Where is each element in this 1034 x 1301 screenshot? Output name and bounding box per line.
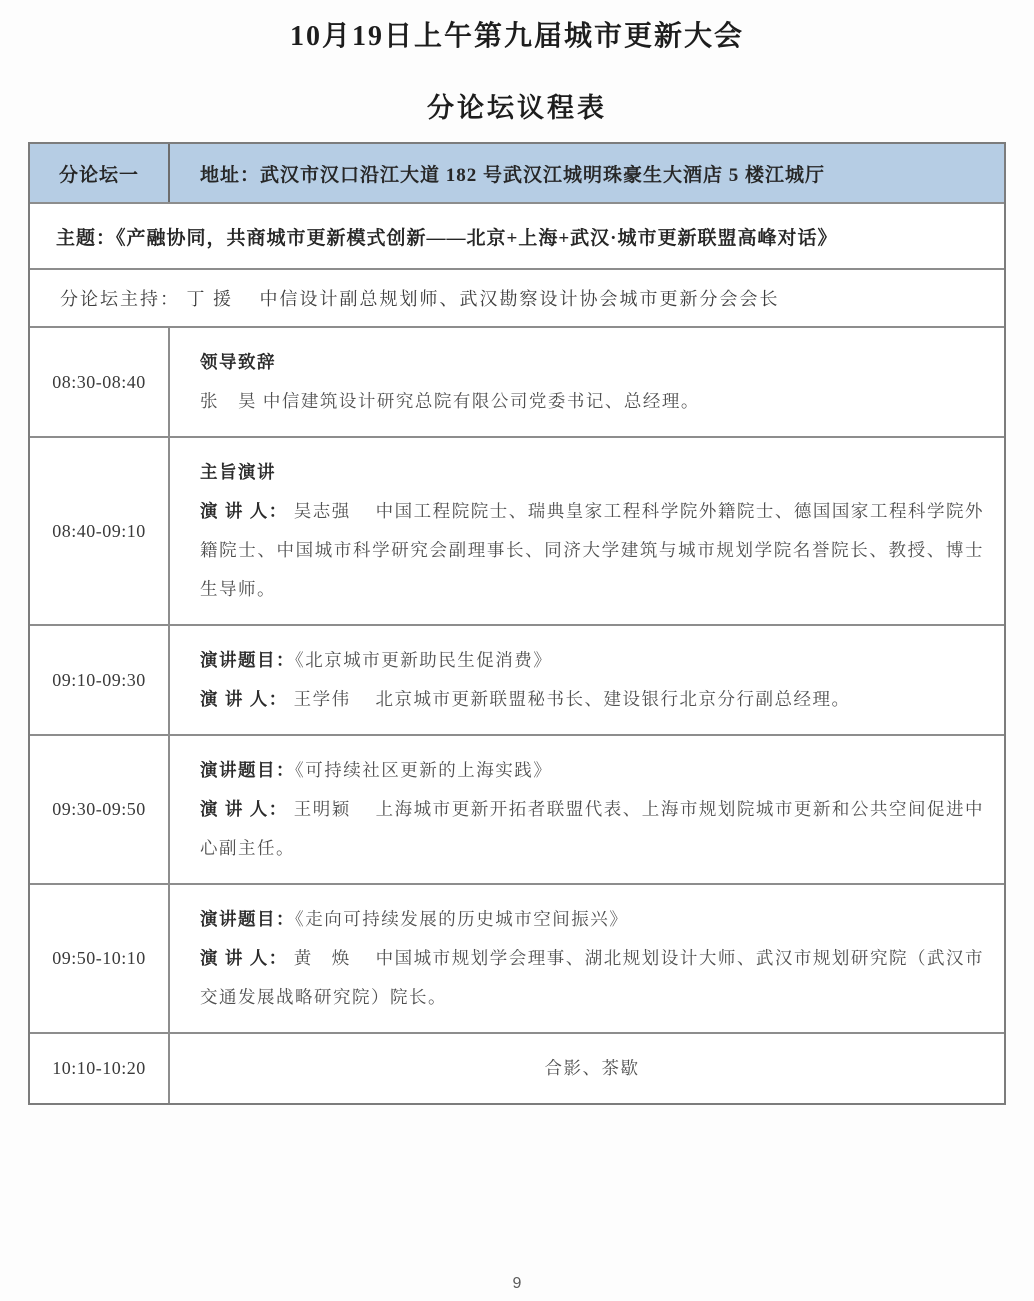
session-content: [170, 328, 1004, 436]
session-line: 演讲题目：《走向可持续发展的历史城市空间振兴》: [200, 909, 629, 929]
session-line: 演 讲 人： 王明颖 上海城市更新开拓者联盟代表、上海市规划院城市更新和公共空间促进中心副主任。: [200, 799, 985, 858]
session-row: [30, 626, 1004, 736]
page-number: 9: [512, 1275, 522, 1292]
session-time: 08:30-08:40: [30, 328, 170, 436]
session-line: 演讲题目：《可持续社区更新的上海实践》: [200, 760, 553, 780]
session-line: 演 讲 人： 王学伟 北京城市更新联盟秘书长、建设银行北京分行副总经理。: [200, 689, 851, 709]
session-time: 09:10-09:30: [30, 626, 170, 734]
forum-label-cell: 分论坛一: [30, 144, 170, 202]
session-line: 合影、茶歇: [544, 1058, 640, 1078]
session-line: 张 昊 中信建筑设计研究总院有限公司党委书记、总经理。: [200, 391, 700, 411]
session-line: 主旨演讲: [200, 462, 276, 482]
agenda-table: [28, 142, 1006, 1105]
host-row: 分论坛主持： 丁 援 中信设计副总规划师、武汉勘察设计协会城市更新分会会长: [30, 270, 1004, 328]
theme-row: 主题：《产融协同，共商城市更新模式创新——北京+上海+武汉·城市更新联盟高峰对话》: [30, 204, 1004, 270]
session-time: 10:10-10:20: [30, 1034, 170, 1103]
session-row: [30, 736, 1004, 885]
session-content: [170, 736, 1004, 883]
session-line: 演 讲 人： 吴志强 中国工程院院士、瑞典皇家工程科学院外籍院士、德国国家工程科学院外籍院士、中国城市科学研究会副理事长、同济大学建筑与城市规划学院名誉院长、教授、博士生导师。: [200, 501, 985, 599]
document-subtitle: 分论坛议程表: [427, 93, 607, 123]
session-row: [30, 438, 1004, 626]
session-time: 09:50-10:10: [30, 885, 170, 1032]
session-content: [170, 885, 1004, 1032]
session-row: [30, 1034, 1004, 1103]
session-content: [170, 1034, 1004, 1103]
session-content: [170, 626, 1004, 734]
forum-address-cell: 地址：武汉市汉口沿江大道 182 号武汉江城明珠豪生大酒店 5 楼江城厅: [200, 164, 826, 186]
session-time: 08:40-09:10: [30, 438, 170, 624]
session-line: 演讲题目：《北京城市更新助民生促消费》: [200, 650, 553, 670]
forum-header-row: [30, 144, 1004, 204]
session-rows: [30, 328, 1004, 1103]
document-title: 10月19日上午第九届城市更新大会: [289, 21, 744, 52]
session-content: [170, 438, 1004, 624]
session-line: 演 讲 人： 黄 焕 中国城市规划学会理事、湖北规划设计大师、武汉市规划研究院（武汉市交通发展战略研究院）院长。: [200, 948, 985, 1007]
session-time: 09:30-09:50: [30, 736, 170, 883]
session-row: [30, 328, 1004, 438]
session-line: 领导致辞: [200, 352, 276, 372]
session-row: [30, 885, 1004, 1034]
